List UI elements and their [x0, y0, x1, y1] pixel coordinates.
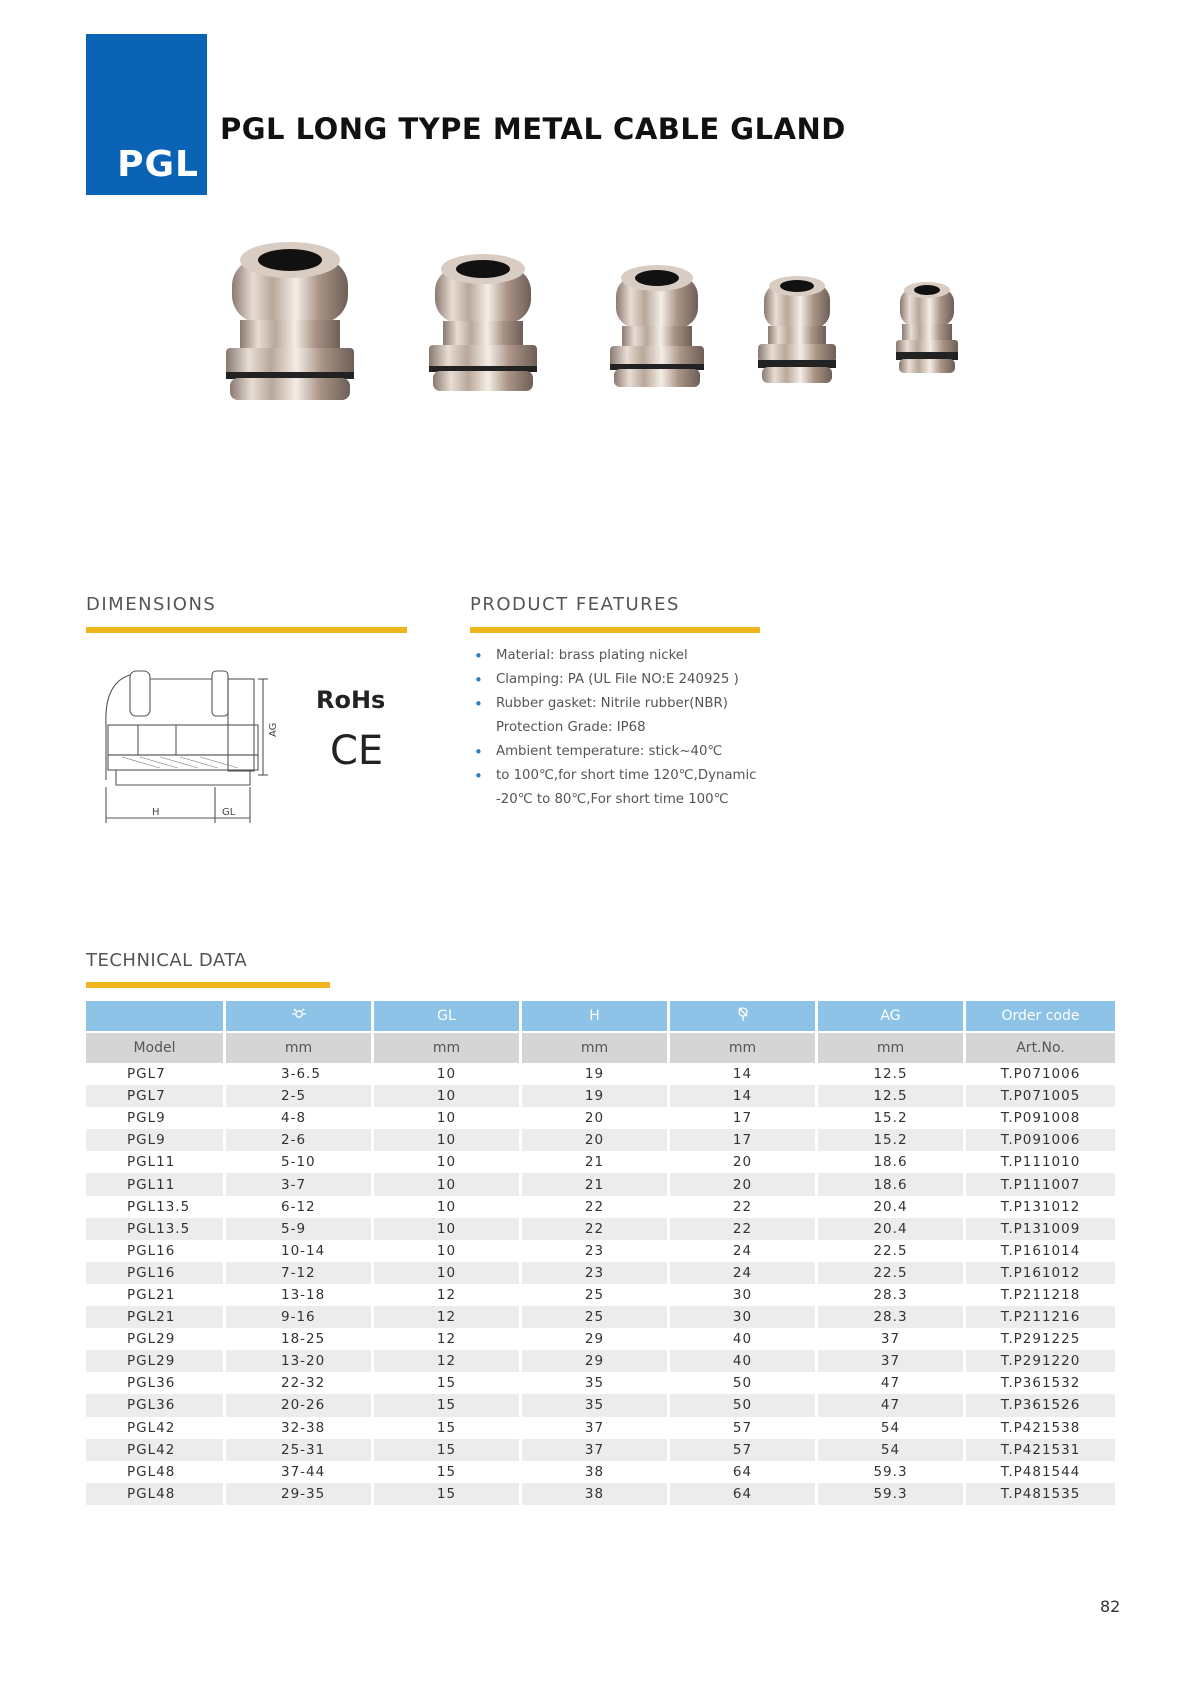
gland-large [226, 242, 354, 400]
table-cell: T.P091008 [1000, 1110, 1081, 1127]
table-cell: 37 [584, 1419, 605, 1436]
table-cell: 15 [374, 1394, 519, 1416]
table-cell: T.P361526 [966, 1394, 1115, 1416]
technical-heading: TECHNICAL DATA [86, 950, 248, 971]
product-photo [200, 230, 1060, 440]
table-cell: T.P111010 [1000, 1154, 1081, 1171]
table-cell: 15 [374, 1483, 519, 1505]
table-cell: PGL7 [127, 1066, 166, 1083]
feature-item: • Ambient temperature: stick~40℃ [470, 740, 800, 764]
table-cell: PGL48 [86, 1483, 223, 1505]
table-cell: 2-6 [226, 1129, 371, 1151]
header-unit-cell: Model [86, 1031, 223, 1063]
table-cell: T.P421531 [966, 1439, 1115, 1461]
table-row [86, 1350, 1115, 1372]
table-cell: 12 [374, 1306, 519, 1328]
table-cell: 10 [374, 1085, 519, 1107]
table-cell: 35 [522, 1394, 667, 1416]
table-row [86, 1151, 1115, 1173]
table-cell: 6-12 [281, 1198, 316, 1215]
table-cell: PGL36 [127, 1375, 176, 1392]
table-cell: 7-12 [226, 1262, 371, 1284]
feature-item: -20℃ to 80℃,For short time 100℃ [496, 792, 729, 807]
table-cell: 30 [732, 1286, 753, 1303]
feature-item: • Rubber gasket: Nitrile rubber(NBR) [470, 692, 800, 716]
table-cell: 28.3 [873, 1286, 908, 1303]
header-unit-cell: mm [226, 1031, 371, 1063]
table-cell: 38 [584, 1463, 605, 1480]
table-row [86, 1085, 1115, 1107]
table-cell: 29 [584, 1331, 605, 1348]
features-heading: PRODUCT FEATURES [470, 594, 680, 615]
table-cell: 37 [522, 1439, 667, 1461]
feature-item: • Material: brass plating nickel [470, 644, 800, 668]
table-cell: T.P161014 [1000, 1242, 1081, 1259]
table-cell: 15.2 [818, 1129, 963, 1151]
gland-medium-large [429, 254, 537, 391]
table-cell: 29-35 [226, 1483, 371, 1505]
table-cell: 5-10 [281, 1154, 316, 1171]
table-cell: 10 [436, 1066, 457, 1083]
table-cell: 22 [732, 1198, 753, 1215]
table-cell: 25 [584, 1286, 605, 1303]
table-cell: 40 [670, 1350, 815, 1372]
table-row [86, 1394, 1115, 1416]
table-cell: T.P211218 [1000, 1286, 1081, 1303]
feature-item: • to 100℃,for short time 120℃,Dynamic [470, 764, 800, 788]
table-cell: PGL13.5 [127, 1198, 191, 1215]
table-cell: 54 [818, 1439, 963, 1461]
table-cell: 4-8 [281, 1110, 307, 1127]
table-cell: 24 [732, 1242, 753, 1259]
table-cell: 9-16 [226, 1306, 371, 1328]
table-cell: T.P131012 [1000, 1198, 1081, 1215]
features-list [470, 644, 800, 812]
table-row [86, 1196, 1115, 1218]
table-cell: 12 [436, 1286, 457, 1303]
table-cell: T.P421538 [1000, 1419, 1081, 1436]
features-rule [470, 627, 760, 633]
technical-rule [86, 982, 330, 988]
header-thread-diameter-icon [670, 1001, 815, 1031]
table-cell: 22.5 [873, 1242, 908, 1259]
table-cell: 38 [522, 1483, 667, 1505]
table-cell: 13-18 [281, 1286, 326, 1303]
header-unit-cell: Art.No. [966, 1031, 1115, 1063]
table-cell: 18-25 [281, 1331, 326, 1348]
table-cell: 50 [732, 1375, 753, 1392]
table-row [86, 1107, 1115, 1129]
table-cell: 14 [732, 1066, 753, 1083]
table-cell: PGL16 [127, 1242, 176, 1259]
table-cell: PGL48 [127, 1463, 176, 1480]
table-cell: 20-26 [226, 1394, 371, 1416]
table-cell: 50 [670, 1394, 815, 1416]
table-cell: T.P361532 [1000, 1375, 1081, 1392]
table-cell: 12 [374, 1350, 519, 1372]
thread-diameter-icon [736, 1010, 750, 1026]
table-cell: 59.3 [818, 1483, 963, 1505]
brand-logo-text: PGL [117, 144, 199, 185]
table-cell: T.P161012 [966, 1262, 1115, 1284]
table-cell: 24 [670, 1262, 815, 1284]
technical-data-table [83, 1001, 1118, 1505]
rohs-mark: RoHs [316, 686, 386, 714]
table-cell: PGL13.5 [86, 1218, 223, 1240]
table-row [86, 1129, 1115, 1151]
table-cell: 37 [818, 1350, 963, 1372]
table-cell: 28.3 [818, 1306, 963, 1328]
header-blank [86, 1001, 223, 1031]
header-unit-cell: mm [670, 1031, 815, 1063]
table-row [86, 1284, 1115, 1306]
table-header-units [86, 1031, 1115, 1063]
table-cell: T.P091006 [966, 1129, 1115, 1151]
table-cell: 25 [522, 1306, 667, 1328]
table-cell: 32-38 [281, 1419, 326, 1436]
table-cell: 17 [670, 1129, 815, 1151]
header-cell: Order code [966, 1001, 1115, 1031]
page-number: 82 [1100, 1597, 1121, 1616]
table-cell: 3-6.5 [281, 1066, 321, 1083]
table-cell: 19 [584, 1066, 605, 1083]
table-cell: T.P111007 [966, 1173, 1115, 1195]
table-cell: 10 [436, 1198, 457, 1215]
table-cell: 23 [584, 1242, 605, 1259]
table-cell: PGL42 [86, 1439, 223, 1461]
table-body [86, 1063, 1115, 1505]
table-cell: 10 [374, 1129, 519, 1151]
table-cell: 40 [732, 1331, 753, 1348]
gland-small [758, 276, 836, 383]
table-cell: T.P481535 [966, 1483, 1115, 1505]
table-cell: 19 [522, 1085, 667, 1107]
table-cell: 17 [732, 1110, 753, 1127]
dimensions-rule [86, 627, 407, 633]
table-cell: 57 [732, 1419, 753, 1436]
table-cell: 37-44 [281, 1463, 326, 1480]
feature-item: Protection Grade: IP68 [496, 720, 646, 735]
table-cell: 10 [374, 1173, 519, 1195]
table-row [86, 1439, 1115, 1461]
table-cell: 21 [584, 1154, 605, 1171]
table-cell: 12 [436, 1331, 457, 1348]
table-cell: 12.5 [873, 1066, 908, 1083]
table-cell: PGL21 [127, 1286, 176, 1303]
table-cell: 20 [732, 1154, 753, 1171]
brand-logo-box [86, 34, 207, 195]
table-header-top [86, 1001, 1115, 1031]
table-row [86, 1240, 1115, 1262]
table-row [86, 1306, 1115, 1328]
gland-smallest [896, 282, 958, 373]
table-cell: PGL11 [127, 1154, 176, 1171]
table-cell: 15 [436, 1463, 457, 1480]
table-cell: 15 [436, 1375, 457, 1392]
table-cell: PGL9 [86, 1129, 223, 1151]
table-cell: PGL29 [127, 1331, 176, 1348]
table-cell: 15 [436, 1419, 457, 1436]
table-cell: PGL7 [86, 1085, 223, 1107]
table-cell: 22 [522, 1218, 667, 1240]
table-cell: 13-20 [226, 1350, 371, 1372]
table-row [86, 1173, 1115, 1195]
table-cell: PGL11 [86, 1173, 223, 1195]
table-cell: 22-32 [281, 1375, 326, 1392]
table-cell: T.P131009 [966, 1218, 1115, 1240]
table-cell: 2-5 [226, 1085, 371, 1107]
table-cell: 35 [584, 1375, 605, 1392]
header-cell: GL [374, 1001, 519, 1031]
table-cell: 47 [818, 1394, 963, 1416]
header-unit-cell: mm [818, 1031, 963, 1063]
table-row [86, 1218, 1115, 1240]
table-row [86, 1328, 1115, 1350]
dimensions-heading: DIMENSIONS [86, 594, 217, 615]
table-cell: 15 [374, 1439, 519, 1461]
dimension-ag-label: AG [268, 722, 279, 737]
dimension-drawing [100, 665, 290, 830]
table-cell: 22 [670, 1218, 815, 1240]
table-cell: 10 [436, 1242, 457, 1259]
table-cell: 12.5 [818, 1085, 963, 1107]
table-row [86, 1483, 1115, 1505]
table-cell: 30 [670, 1306, 815, 1328]
table-cell: 64 [670, 1483, 815, 1505]
feature-item: • Clamping: PA (UL File NO:E 240925 ) [470, 668, 800, 692]
table-row [86, 1063, 1115, 1085]
table-cell: 23 [522, 1262, 667, 1284]
table-cell: 20.4 [873, 1198, 908, 1215]
table-row [86, 1461, 1115, 1483]
ce-mark: CE [330, 728, 384, 774]
table-cell: 64 [732, 1463, 753, 1480]
table-cell: 47 [880, 1375, 901, 1392]
table-cell: 15.2 [873, 1110, 908, 1127]
table-cell: T.P481544 [1000, 1463, 1081, 1480]
cable-range-icon [291, 1009, 307, 1025]
table-cell: 18.6 [873, 1154, 908, 1171]
table-cell: 54 [880, 1419, 901, 1436]
header-unit-cell: mm [522, 1031, 667, 1063]
table-cell: 10-14 [281, 1242, 326, 1259]
table-cell: 22.5 [818, 1262, 963, 1284]
table-cell: 10 [374, 1218, 519, 1240]
header-cell: H [522, 1001, 667, 1031]
table-row [86, 1417, 1115, 1439]
table-cell: 18.6 [818, 1173, 963, 1195]
table-cell: 5-9 [226, 1218, 371, 1240]
table-cell: PGL29 [86, 1350, 223, 1372]
table-cell: 3-7 [226, 1173, 371, 1195]
header-cable-range-icon [226, 1001, 371, 1031]
table-cell: PGL9 [127, 1110, 166, 1127]
table-cell: 10 [436, 1154, 457, 1171]
table-cell: 20 [584, 1110, 605, 1127]
gland-medium [610, 265, 704, 387]
table-cell: 21 [522, 1173, 667, 1195]
table-cell: T.P071006 [1000, 1066, 1081, 1083]
table-cell: T.P291220 [966, 1350, 1115, 1372]
table-cell: 59.3 [873, 1463, 908, 1480]
table-cell: 57 [670, 1439, 815, 1461]
table-cell: 20 [670, 1173, 815, 1195]
table-cell: 25-31 [226, 1439, 371, 1461]
table-cell: PGL21 [86, 1306, 223, 1328]
header-unit-cell: mm [374, 1031, 519, 1063]
table-cell: PGL16 [86, 1262, 223, 1284]
header-cell: AG [818, 1001, 963, 1031]
table-cell: T.P071005 [966, 1085, 1115, 1107]
table-cell: 10 [374, 1262, 519, 1284]
table-cell: PGL36 [86, 1394, 223, 1416]
table-cell: PGL42 [127, 1419, 176, 1436]
table-cell: 29 [522, 1350, 667, 1372]
table-cell: 22 [584, 1198, 605, 1215]
table-cell: 37 [880, 1331, 901, 1348]
table-row [86, 1372, 1115, 1394]
table-cell: 10 [436, 1110, 457, 1127]
table-cell: T.P291225 [1000, 1331, 1081, 1348]
page-title: PGL LONG TYPE METAL CABLE GLAND [220, 112, 846, 146]
dimension-h-label: H [152, 807, 160, 818]
dimension-gl-label: GL [222, 807, 236, 818]
table-cell: 20 [522, 1129, 667, 1151]
table-cell: 20.4 [818, 1218, 963, 1240]
table-row [86, 1262, 1115, 1284]
table-cell: T.P211216 [966, 1306, 1115, 1328]
table-cell: 14 [670, 1085, 815, 1107]
